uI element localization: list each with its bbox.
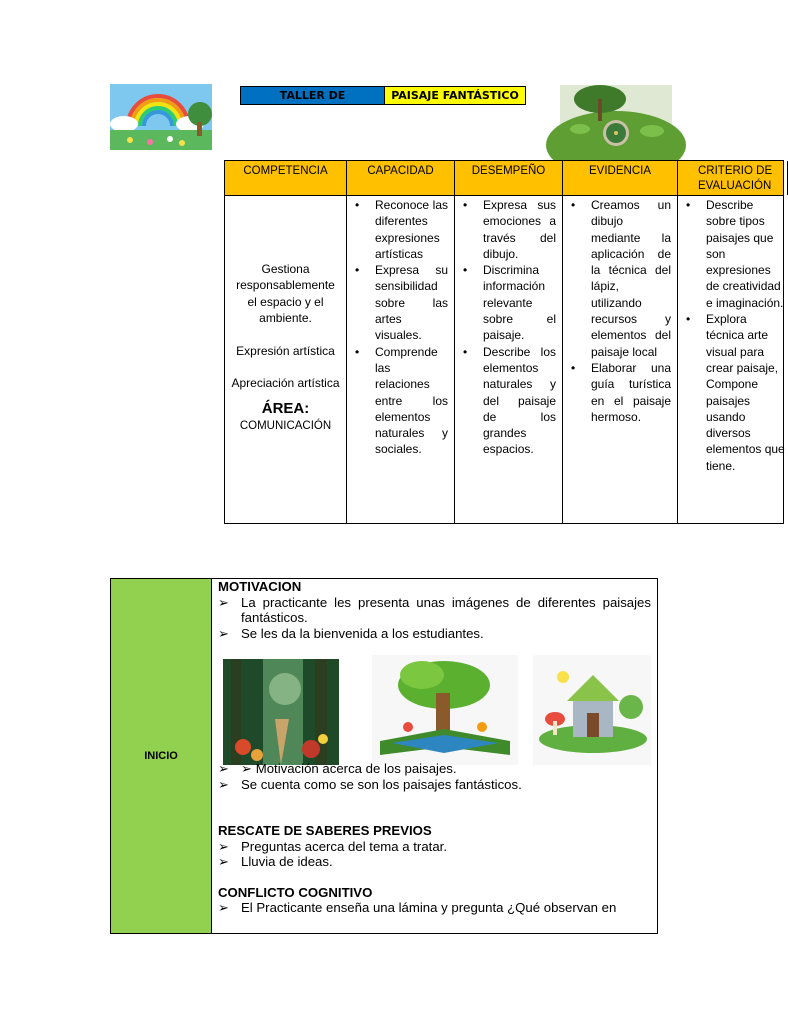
header-capacidad: CAPACIDAD [347, 161, 455, 195]
list-item: • Expresa su sensibilidad sobre las artes visuales. [347, 262, 448, 343]
landscape-images-row [218, 641, 651, 761]
evidencia-cell [563, 195, 678, 523]
capacidad-cell [347, 195, 455, 523]
rainbow-landscape-image [110, 84, 212, 150]
competencia-text: Gestiona responsablemente el espacio y el ambiente. [236, 262, 335, 325]
table-header-row [225, 161, 783, 196]
motivacion-title: MOTIVACION [218, 579, 302, 594]
fairy-house-image [533, 655, 651, 765]
desempeno-cell [455, 195, 563, 523]
competencia-cell [225, 195, 347, 523]
phase-label: INICIO [111, 579, 212, 933]
area-label: ÁREA: [261, 399, 310, 417]
list-item: • Reconoce las diferentes expresiones artísticas [347, 197, 448, 262]
workshop-topic: PAISAJE FANTÁSTICO [384, 87, 525, 104]
storybook-tree-image [372, 655, 518, 765]
list-item: • Expresa sus emociones a través del dibujo. [455, 197, 556, 262]
list-item: ➢ La practicante les presenta unas imágenes de diferentes paisajes fantásticos. [218, 594, 651, 625]
list-item: ➢ Preguntas acerca del tema a tratar. [218, 838, 447, 854]
list-item: • Comprende las relaciones entre los elementos naturales y sociales. [347, 344, 448, 458]
arrow-icon: ➢ [218, 594, 229, 610]
list-item: ➢ ➢ Motivación acerca de los paisajes. [218, 761, 457, 776]
hobbit-house-image [560, 85, 672, 153]
list-item: • Explora técnica arte visual para crear paisaje, Compone paisajes usando diversos elementos que tiene. [678, 311, 785, 474]
workshop-label: TALLER DE [241, 87, 384, 104]
header-competencia: COMPETENCIA [225, 161, 347, 195]
arrow-icon: ➢ [218, 776, 229, 792]
header-evidencia: EVIDENCIA [563, 161, 678, 195]
arrow-icon: ➢ [218, 761, 229, 776]
competencia-expresion: Expresión artística [236, 344, 335, 359]
list-item: • Discrimina información relevante sobre el paisaje. [455, 262, 556, 343]
list-item: ➢ Se les da la bienvenida a los estudiantes. [218, 625, 484, 641]
list-item: ➢ Se cuenta como se son los paisajes fantásticos. [218, 776, 522, 792]
header-criterio: CRITERIO DE EVALUACIÓN [678, 161, 788, 195]
enchanted-forest-image [223, 659, 339, 765]
criterio-cell [678, 195, 785, 523]
list-item: • Creamos un dibujo mediante la aplicación de la técnica del lápiz, utilizando recursos y elementos del paisaje local [563, 197, 671, 360]
list-item: ➢ Lluvia de ideas. [218, 854, 333, 869]
lesson-table [110, 578, 658, 934]
workshop-title-bar [240, 86, 526, 105]
arrow-icon: ➢ [218, 838, 229, 854]
competencia-apreciacion: Apreciación artística [231, 376, 340, 391]
list-item: • Elaborar una guía turística en el paisaje hermoso. [563, 360, 671, 425]
list-item: • Describe los elementos naturales y del paisaje de los grandes espacios. [455, 344, 556, 458]
area-value: COMUNICACIÓN [239, 419, 332, 432]
conflicto-title: CONFLICTO COGNITIVO [218, 884, 373, 900]
rescate-title: RESCATE DE SABERES PREVIOS [218, 823, 432, 838]
list-item: • Describe sobre tipos paisajes que son expresiones de creatividad e imaginación. [678, 197, 785, 311]
header-desempeno: DESEMPEÑO [455, 161, 563, 195]
arrow-icon: ➢ [218, 900, 229, 915]
list-item: ➢ El Practicante enseña una lámina y pregunta ¿Qué observan en [218, 900, 617, 915]
competency-table [224, 160, 784, 524]
arrow-icon: ➢ [218, 854, 229, 869]
lesson-content [212, 579, 657, 933]
arrow-icon: ➢ [218, 625, 229, 641]
